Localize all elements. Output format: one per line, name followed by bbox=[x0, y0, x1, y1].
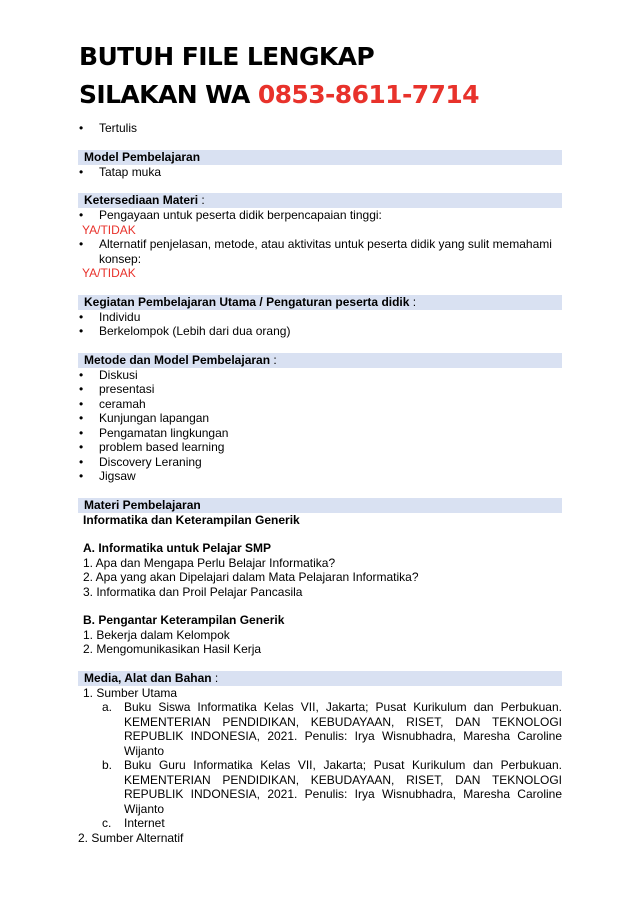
materi-section-b-title: B. Pengantar Keterampilan Generik bbox=[83, 613, 285, 627]
sumber-alternatif-label: 2. Sumber Alternatif bbox=[78, 830, 184, 845]
answer-option: YA/TIDAK bbox=[82, 266, 136, 280]
document-content bbox=[78, 121, 562, 845]
materi-subtitle: Informatika dan Keterampilan Generik bbox=[83, 512, 300, 527]
banner-title: BUTUH FILE LENGKAP bbox=[79, 42, 375, 71]
list-item: 2. Mengomunikasikan Hasil Kerja bbox=[83, 642, 262, 656]
promo-banner bbox=[79, 38, 479, 114]
section-heading-ketersediaan bbox=[78, 193, 562, 208]
banner-contact-label: SILAKAN WA bbox=[79, 80, 258, 109]
section-heading-kegiatan bbox=[78, 295, 562, 310]
list-item: • Diskusi bbox=[78, 368, 562, 383]
section-heading-media bbox=[78, 671, 562, 686]
list-marker: c. bbox=[102, 816, 112, 830]
list-item: • Jigsaw bbox=[78, 469, 562, 484]
list-item: 3. Informatika dan Proil Pelajar Pancasila bbox=[83, 584, 303, 599]
heading-colon: : bbox=[198, 193, 205, 207]
materi-section-a-title: A. Informatika untuk Pelajar SMP bbox=[83, 541, 272, 555]
heading-colon: : bbox=[409, 294, 417, 309]
list-item bbox=[78, 816, 562, 831]
heading-colon: : bbox=[211, 670, 219, 685]
list-item bbox=[78, 700, 562, 758]
list-marker: a. bbox=[102, 700, 113, 714]
heading-colon: : bbox=[270, 352, 277, 367]
list-item: • presentasi bbox=[78, 382, 562, 397]
list-item: • Pengamatan lingkungan bbox=[78, 426, 562, 441]
section-heading-model: Model Pembelajaran bbox=[78, 150, 562, 165]
list-marker: b. bbox=[102, 758, 113, 772]
list-item: • Alternatif penjelasan, metode, atau aktivitas untuk peserta didik yang sulit memahami konsep: bbox=[78, 237, 562, 266]
section-heading-materi: Materi Pembelajaran bbox=[78, 498, 562, 513]
list-item-text: Buku Guru Informatika Kelas VII, Jakarta; Pusat Kurikulum dan Perbukuan. KEMENTERIAN PENDIDIKAN, KEBUDAYAAN, RISET, DAN TEKNOLOGI REPUBLIK INDONESIA, 2021. Penulis: Irya Wisnubhadra, Maresha Caroline Wijanto bbox=[124, 758, 562, 816]
list-item: • Tertulis bbox=[78, 121, 562, 136]
banner-contact bbox=[79, 76, 479, 114]
list-item bbox=[78, 758, 562, 816]
heading-text: Ketersediaan Materi bbox=[84, 193, 199, 207]
list-item: • Tatap muka bbox=[78, 165, 562, 180]
section-heading-metode bbox=[78, 353, 562, 368]
list-item: 1. Apa dan Mengapa Perlu Belajar Informatika? bbox=[83, 555, 336, 570]
list-item-text: Buku Siswa Informatika Kelas VII, Jakarta; Pusat Kurikulum dan Perbukuan. KEMENTERIAN PENDIDIKAN, KEBUDAYAAN, RISET, DAN TEKNOLOGI REPUBLIK INDONESIA, 2021. Penulis: Irya Wisnubhadra, Maresha Caroline Wijanto bbox=[124, 700, 562, 758]
list-item: • Discovery Leraning bbox=[78, 455, 562, 470]
heading-text: Kegiatan Pembelajaran Utama / Pengaturan peserta didik bbox=[84, 294, 410, 309]
list-item: 1. Bekerja dalam Kelompok bbox=[83, 627, 230, 642]
list-item: • ceramah bbox=[78, 397, 562, 412]
sumber-utama-label: 1. Sumber Utama bbox=[83, 685, 178, 700]
heading-text: Metode dan Model Pembelajaran bbox=[84, 352, 271, 367]
answer-option: YA/TIDAK bbox=[82, 222, 136, 237]
banner-phone: 0853-8611-7714 bbox=[257, 80, 479, 109]
list-item: 2. Apa yang akan Dipelajari dalam Mata Pelajaran Informatika? bbox=[83, 570, 419, 584]
list-item: • Individu bbox=[78, 310, 562, 325]
list-item: • Pengayaan untuk peserta didik berpencapaian tinggi: bbox=[78, 208, 562, 223]
list-item: • Berkelompok (Lebih dari dua orang) bbox=[78, 324, 562, 339]
list-item-text: Internet bbox=[124, 816, 165, 830]
heading-text: Media, Alat dan Bahan bbox=[84, 670, 212, 685]
list-item: • Kunjungan lapangan bbox=[78, 411, 562, 426]
list-item: • problem based learning bbox=[78, 440, 562, 455]
